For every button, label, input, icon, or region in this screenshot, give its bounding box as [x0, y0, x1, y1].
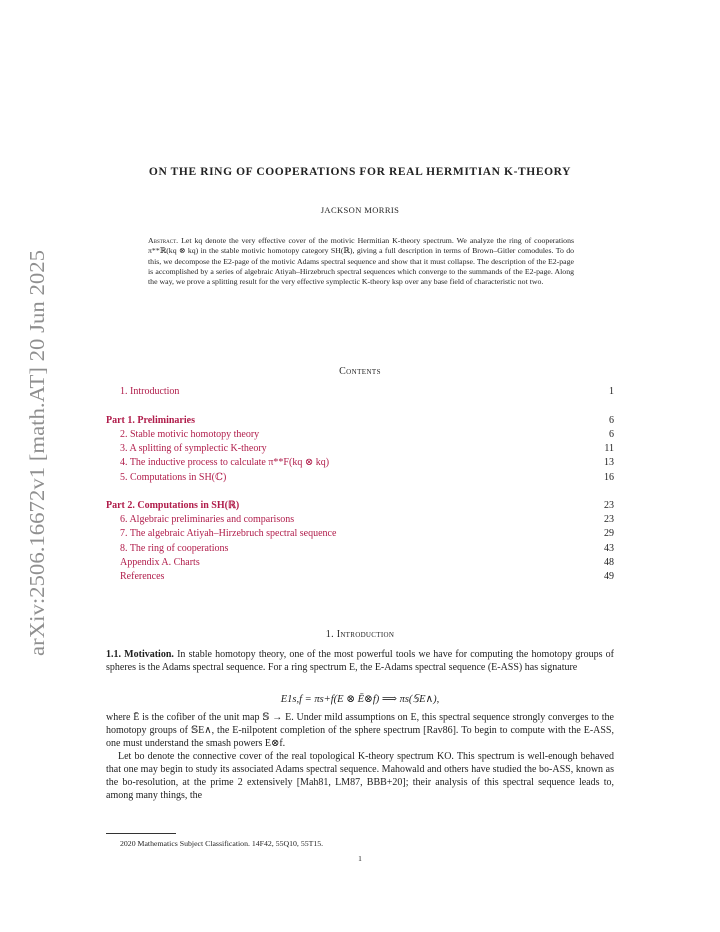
toc-link[interactable]: 8. The ring of cooperations: [120, 543, 229, 554]
toc-link[interactable]: References: [120, 571, 165, 582]
paragraph-bo: Let bo denote the connective cover of the real topological K-theory spectrum KO. This spectrum is well-enough behaved that one may begin to study its associated Adams spectral sequence. Mahowald and others have studied the bo-ASS, known as the bo-resolution, at the prime 2 extensively [Mah81, LM87, BBB+20]; their analysis of this spectral sequence leads to, among many things, the: [106, 751, 614, 801]
toc-link[interactable]: 6. Algebraic preliminaries and comparisons: [120, 514, 295, 525]
toc-link[interactable]: 1. Introduction: [120, 386, 180, 397]
toc-page: 48: [604, 557, 614, 568]
toc-page: 16: [604, 472, 614, 483]
toc-entry[interactable]: [106, 543, 614, 557]
toc-page: 49: [604, 571, 614, 582]
toc-entry[interactable]: [106, 557, 614, 571]
paragraph-cofiber: where Ē is the cofiber of the unit map 𝕊 → E. Under mild assumptions on E, this spectral sequence strongly converges to the homotopy groups of 𝕊E∧, the E-nilpotent completion of the sphere spectrum [Rav86]. To begin to compute with the E-ASS, one must understand the smash powers E⊗f.: [106, 712, 614, 749]
paragraph-lead: 1.1. Motivation.: [106, 649, 174, 660]
toc-link[interactable]: 7. The algebraic Atiyah–Hirzebruch spectral sequence: [120, 528, 337, 539]
toc-page: 1: [609, 386, 614, 397]
adams-equation: E1s,f = πs+f(E ⊗ Ē⊗f) ⟹ πs(𝕊E∧),: [280, 694, 440, 705]
toc-page: 6: [609, 415, 614, 426]
author-name: JACKSON MORRIS: [320, 205, 400, 215]
abstract-text: Let kq denote the very effective cover of the motivic Hermitian K-theory spectrum. We analyze the ring of cooperations π**ℝ(kq ⊗ kq) in the stable motivic homotopy category SH(ℝ), giving a full description in terms of Brown–Gitler comodules. To do this, we decompose the E2-page of the motivic Adams spectral sequence and show that it must collapse. The description of the E2-page is accomplished by a series of algebraic Atiyah–Hirzebruch spectral sequences which converge to the summands of the E2-page. Along the way, we prove a splitting result for the very effective symplectic K-theory ksp over any base field of characteristic not two.: [148, 236, 575, 287]
page-number: 1: [358, 854, 362, 863]
toc-page: 43: [604, 543, 614, 554]
toc-entry[interactable]: [106, 528, 614, 542]
toc-link[interactable]: 3. A splitting of symplectic K-theory: [120, 443, 267, 454]
toc-link[interactable]: 5. Computations in SH(ℂ): [120, 472, 227, 483]
paragraph-motivation: [106, 648, 614, 674]
toc-entry[interactable]: [106, 429, 614, 443]
toc-page: 23: [604, 514, 614, 525]
toc-link[interactable]: Part 1. Preliminaries: [106, 415, 195, 426]
toc-entry[interactable]: [106, 571, 614, 585]
toc-entry[interactable]: [106, 472, 614, 486]
contents-heading: Contents: [339, 366, 381, 377]
abstract: [148, 236, 574, 287]
arxiv-stamp: [14, 248, 54, 658]
paper-title: ON THE RING OF COOPERATIONS FOR REAL HERMITIAN K-THEORY: [148, 166, 572, 178]
toc-page: 6: [609, 429, 614, 440]
toc-page: 13: [604, 457, 614, 468]
abstract-label: Abstract.: [148, 236, 179, 245]
toc-entry[interactable]: [106, 514, 614, 528]
toc-page: 23: [604, 500, 614, 511]
arxiv-stamp-text: arXiv:2506.16672v1 [math.AT] 20 Jun 2025: [25, 281, 49, 656]
toc-entry[interactable]: [106, 443, 614, 457]
toc-link[interactable]: 2. Stable motivic homotopy theory: [120, 429, 260, 440]
toc-link[interactable]: Part 2. Computations in SH(ℝ): [106, 500, 240, 511]
toc-part[interactable]: [106, 415, 614, 429]
footnote-rule: [106, 833, 176, 834]
toc-entry[interactable]: [106, 386, 614, 400]
toc-part[interactable]: [106, 500, 614, 514]
toc-page: 29: [604, 528, 614, 539]
footnote: 2020 Mathematics Subject Classification. 14F42, 55Q10, 55T15.: [120, 839, 324, 848]
toc-page: 11: [604, 443, 614, 454]
toc-link[interactable]: Appendix A. Charts: [120, 557, 200, 568]
paragraph-text: In stable homotopy theory, one of the most powerful tools we have for computing the homotopy groups of spheres is the Adams spectral sequence. For a ring spectrum E, the E-Adams spectral sequence (E-ASS) has signature: [106, 649, 615, 673]
toc-link[interactable]: 4. The inductive process to calculate π**F(kq ⊗ kq): [120, 457, 330, 468]
toc-entry[interactable]: [106, 457, 614, 471]
section-heading: 1. Introduction: [325, 629, 395, 640]
